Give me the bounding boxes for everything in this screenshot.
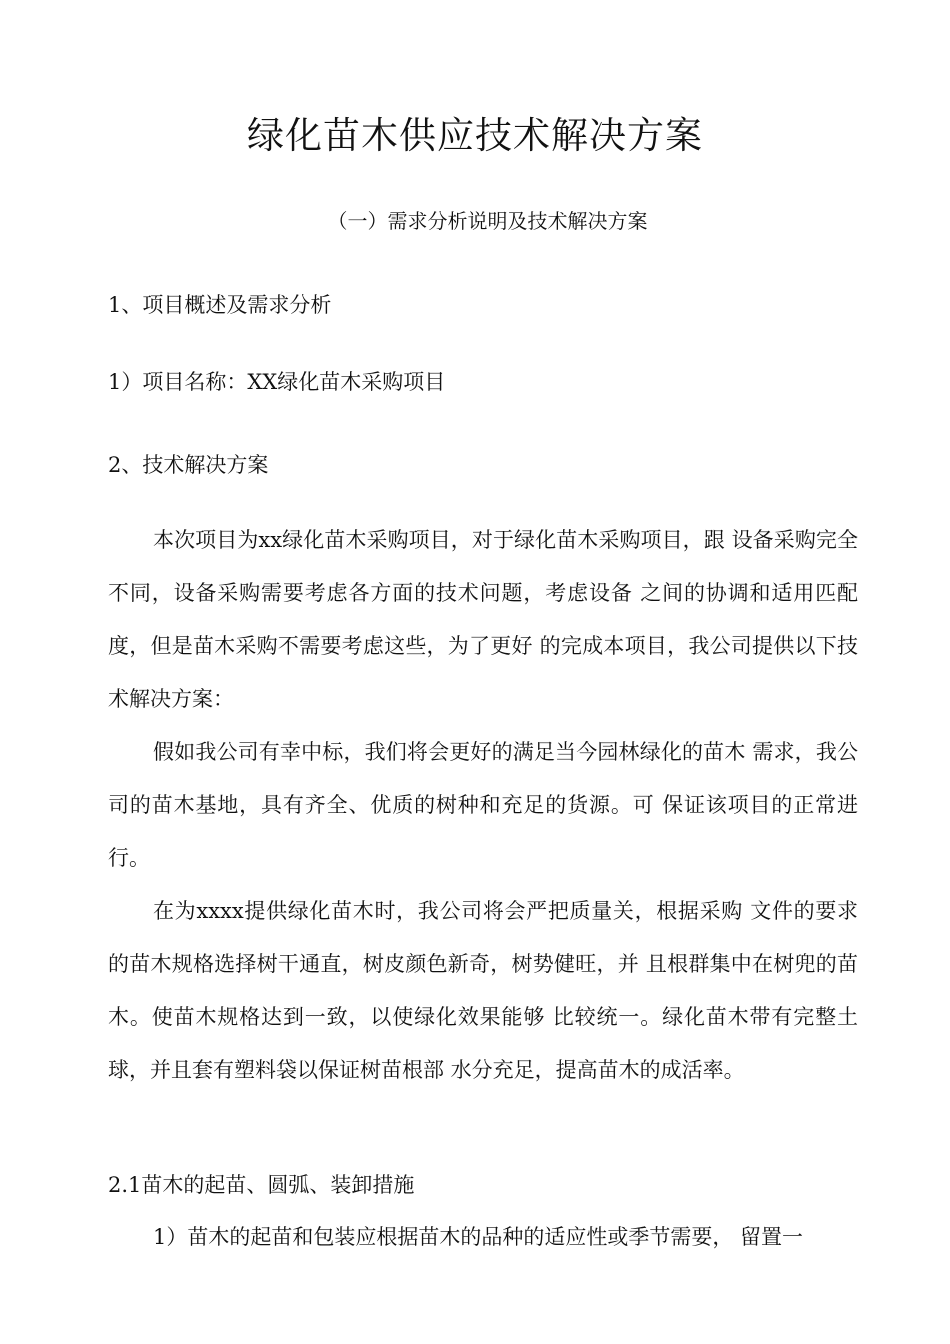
lifting-item-1: 1）苗木的起苗和包装应根据苗木的品种的适应性或季节需要， 留置一 bbox=[153, 1225, 804, 1249]
section-heading-overview: 1、项目概述及需求分析 bbox=[108, 293, 332, 317]
paragraph-commitment: 假如我公司有幸中标，我们将会更好的满足当今园林绿化的苗木 需求，我公司的苗木基地，具有齐全、优质的树种和充足的货源。可 保证该项目的正常进行。 bbox=[108, 740, 858, 870]
paragraph-intro: 本次项目为xx绿化苗木采购项目，对于绿化苗木采购项目，跟 设备采购完全不同，设备采购需要考虑各方面的技术问题，考虑设备 之间的协调和适用匹配度，但是苗木采购不需要考虑这些，为了更好 的完成本项目，我公司提供以下技术解决方案： bbox=[108, 528, 858, 711]
document-title: 绿化苗木供应技术解决方案 bbox=[247, 114, 703, 157]
project-name-line: 1）项目名称：XX绿化苗木采购项目 bbox=[108, 370, 446, 394]
section-heading-solution: 2、技术解决方案 bbox=[108, 453, 269, 477]
paragraph-quality: 在为xxxx提供绿化苗木时，我公司将会严把质量关，根据采购 文件的要求的苗木规格选择树干通直，树皮颜色新奇，树势健旺，并 且根群集中在树兜的苗木。使苗木规格达到一致，以使绿化效果能够 比较统一。绿化苗木带有完整土球，并且套有塑料袋以保证树苗根部 水分充足，提高苗木的成活率。 bbox=[108, 899, 858, 1082]
document-subtitle: （一）需求分析说明及技术解决方案 bbox=[327, 209, 648, 233]
subsection-heading-lifting: 2.1苗木的起苗、圆弧、装卸措施 bbox=[108, 1173, 415, 1197]
